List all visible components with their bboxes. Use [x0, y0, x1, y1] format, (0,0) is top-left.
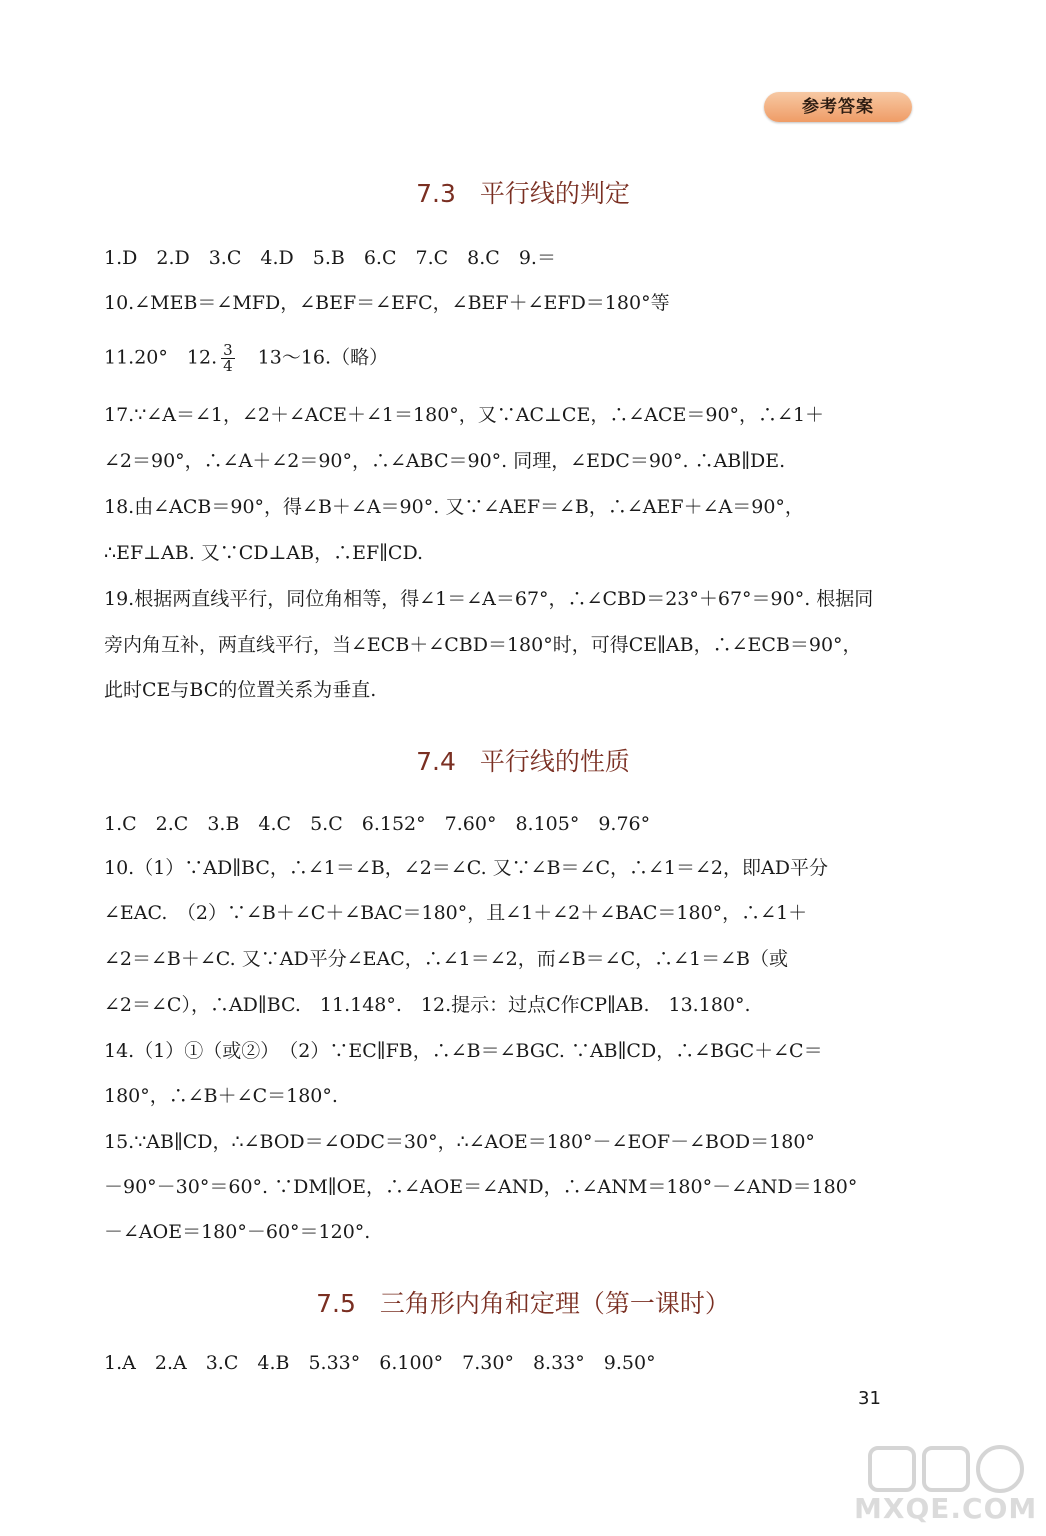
answer-line: ∠2＝∠B＋∠C. 又∵AD平分∠EAC，∴∠1＝∠2，而∠B＝∠C，∴∠1＝∠B（或 — [104, 948, 789, 970]
section-heading: 平行线的判定 — [479, 179, 630, 208]
answer-line: －∠AOE＝180°－60°＝120°. — [104, 1221, 371, 1243]
answer-line: 1.A 2.A 3.C 4.B 5.33° 6.100° 7.30° 8.33° 9.50° — [104, 1352, 656, 1374]
answer-line: 180°，∴∠B＋∠C＝180°. — [104, 1085, 338, 1107]
fraction-numerator: 3 — [223, 341, 233, 359]
answer-line: －90°－30°＝60°. ∵DM∥OE，∴∠AOE＝∠AND，∴∠ANM＝180°－∠AND＝180° — [104, 1176, 858, 1198]
section-heading: 三角形内角和定理（第一课时） — [379, 1289, 730, 1318]
answer-line: ∠2＝90°，∴∠A＋∠2＝90°，∴∠ABC＝90°. 同理，∠EDC＝90°. ∴AB∥DE. — [104, 450, 786, 472]
section-number: 7.5 — [316, 1289, 356, 1318]
fraction — [221, 343, 235, 374]
section-title-7-4 — [0, 742, 1046, 778]
watermark-icon — [840, 1442, 1040, 1498]
fraction-denominator: 4 — [223, 357, 233, 375]
answer-line: 旁内角互补，两直线平行，当∠ECB＋∠CBD＝180°时，可得CE∥AB，∴∠ECB＝90°， — [104, 634, 862, 656]
answer-line: 1.C 2.C 3.B 4.C 5.C 6.152° 7.60° 8.105° 9.76° — [104, 813, 651, 835]
answer-line: ∴EF⊥AB. 又∵CD⊥AB，∴EF∥CD. — [104, 542, 424, 564]
answer-line: 1.D 2.D 3.C 4.D 5.B 6.C 7.C 8.C 9.＝ — [104, 247, 556, 269]
watermark-text: MXQE.COM — [854, 1492, 1038, 1525]
section-number: 7.4 — [416, 747, 456, 776]
page-number: 31 — [858, 1388, 881, 1409]
watermark-logo — [840, 1442, 1040, 1532]
answer-line: ∠EAC. （2）∵∠B＋∠C＋∠BAC＝180°，且∠1＋∠2＋∠BAC＝180°，∴∠1＋ — [104, 902, 808, 924]
answer-key-badge: 参考答案 — [764, 92, 912, 122]
answer-line: 18.由∠ACB＝90°，得∠B＋∠A＝90°. 又∵∠AEF＝∠B，∴∠AEF＋∠A＝90°， — [104, 496, 804, 518]
answer-line: 此时CE与BC的位置关系为垂直. — [104, 679, 377, 701]
section-title-7-5 — [0, 1284, 1046, 1320]
section-heading: 平行线的性质 — [479, 747, 630, 776]
answer-line: 19.根据两直线平行，同位角相等，得∠1＝∠A＝67°，∴∠CBD＝23°＋67°＝90°. 根据同 — [104, 588, 874, 610]
answer-prefix: 11.20° 12. — [104, 346, 218, 369]
answer-line: 10.∠MEB＝∠MFD，∠BEF＝∠EFC，∠BEF＋∠EFD＝180°等 — [104, 292, 670, 314]
answer-line: 10.（1）∵AD∥BC，∴∠1＝∠B，∠2＝∠C. 又∵∠B＝∠C，∴∠1＝∠2，即AD平分 — [104, 857, 828, 879]
answer-line: 14.（1）①（或②） （2）∵EC∥FB，∴∠B＝∠BGC. ∵AB∥CD，∴∠BGC＋∠C＝ — [104, 1040, 823, 1062]
answer-line: 17.∵∠A＝∠1，∠2＋∠ACE＋∠1＝180°，又∵AC⊥CE，∴∠ACE＝90°，∴∠1＋ — [104, 404, 825, 426]
answer-line-fraction — [104, 343, 914, 374]
answer-suffix: 13～16.（略） — [238, 346, 389, 369]
section-title-7-3 — [0, 174, 1046, 210]
section-number: 7.3 — [416, 179, 456, 208]
answer-line: 15.∵AB∥CD，∴∠BOD＝∠ODC＝30°，∴∠AOE＝180°－∠EOF－∠BOD＝180° — [104, 1131, 815, 1153]
answer-line: ∠2＝∠C），∴AD∥BC. 11.148°. 12.提示：过点C作CP∥AB. 13.180°. — [104, 994, 751, 1016]
